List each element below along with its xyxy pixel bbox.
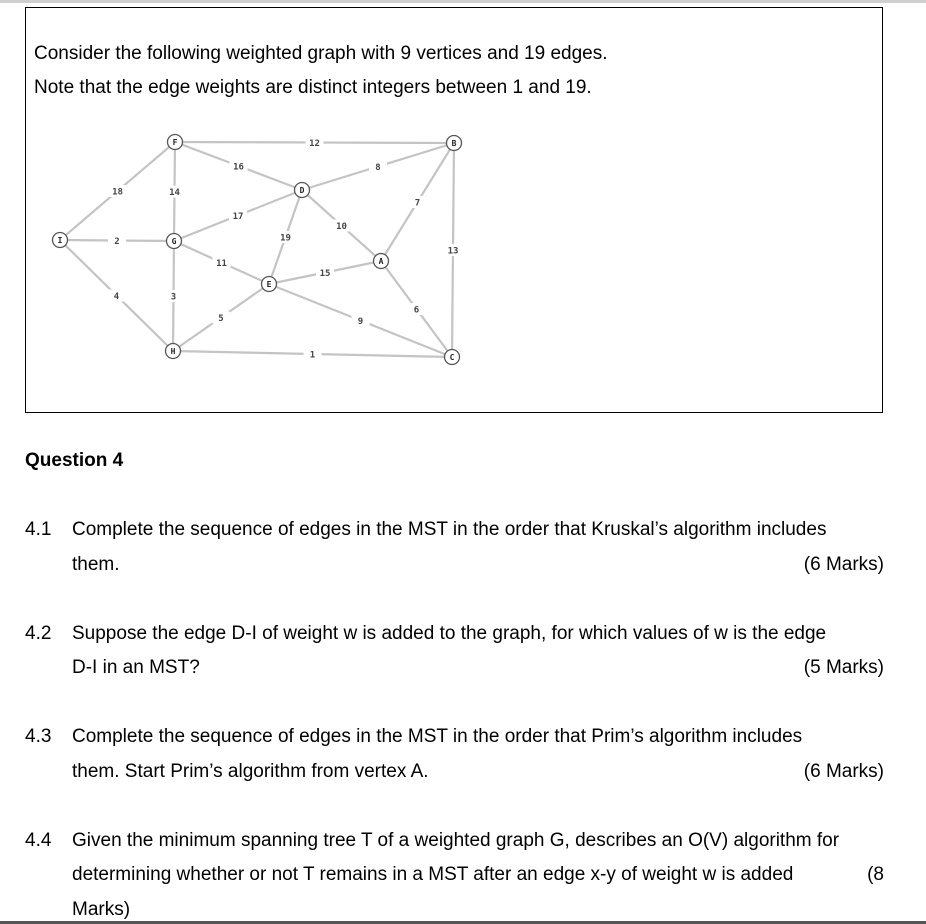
- edge-weight-G-D: 17: [232, 212, 244, 222]
- vertex-label-F: F: [172, 138, 178, 147]
- vertex-label-I: I: [57, 236, 63, 245]
- edge-weight-F-D: 16: [233, 162, 244, 173]
- edge-weight-E-A: 15: [319, 269, 331, 279]
- vertex-label-C: C: [449, 353, 455, 362]
- vertex-label-H: H: [170, 347, 176, 356]
- edge-weight-H-E: 5: [218, 314, 224, 324]
- edge-weight-A-C: 6: [413, 305, 420, 316]
- question-4-3-line-2: them. Start Prim’s algorithm from vertex A.: [72, 761, 429, 782]
- edge-weight-A-B: 7: [414, 198, 421, 209]
- edge-weight-D-E: 19: [280, 233, 291, 244]
- intro-line-2: Note that the edge weights are distinct integers between 1 and 19.: [34, 77, 592, 98]
- question-4-2-line-2: D-I in an MST?: [72, 657, 200, 678]
- vertex-label-E: E: [266, 280, 272, 289]
- edge-weight-F-G: 14: [169, 188, 180, 198]
- edge-weight-E-C: 9: [357, 317, 364, 327]
- vertex-label-B: B: [451, 139, 457, 148]
- intro-line-1: Consider the following weighted graph with 9 vertices and 19 edges.: [34, 43, 608, 64]
- vertex-label-G: G: [171, 237, 177, 246]
- question-4-4-line-1: Given the minimum spanning tree T of a weighted graph G, describes an O(V) algorithm for: [72, 830, 840, 851]
- question-4-3-line-1: Complete the sequence of edges in the MST in the order that Prim’s algorithm includes: [72, 726, 803, 747]
- edge-weight-I-G: 2: [114, 237, 120, 247]
- vertex-label-D: D: [299, 186, 305, 195]
- edge-weight-G-E: 11: [216, 259, 227, 269]
- vertex-label-A: A: [378, 257, 384, 266]
- edge-weight-F-I: 18: [112, 187, 123, 198]
- question-4-2-line-1: Suppose the edge D-I of weight w is added to the graph, for which values of w is the edge: [72, 623, 827, 644]
- edge-weight-H-C: 1: [309, 350, 316, 361]
- edge-weight-G-H: 3: [170, 292, 177, 303]
- question-4-4-line-2: determining whether or not T remains in a MST after an edge x-y of weight w is added: [72, 864, 794, 885]
- edge-weight-B-C: 13: [447, 246, 459, 257]
- question-4-4-line-3: Marks): [72, 899, 131, 920]
- question-heading: Question 4: [25, 450, 124, 471]
- question-4-2-marks: (5 Marks): [803, 657, 884, 678]
- question-4-1-marks: (6 Marks): [803, 554, 884, 575]
- question-4-1-line-2: them.: [72, 554, 120, 575]
- question-4-4-marks: (8: [867, 864, 884, 885]
- weighted-graph: [40, 120, 480, 380]
- question-4-1-line-1: Complete the sequence of edges in the MST in the order that Kruskal’s algorithm includes: [72, 519, 827, 540]
- question-number-4-3: 4.3: [25, 726, 52, 747]
- question-number-4-4: 4.4: [25, 830, 52, 851]
- question-number-4-1: 4.1: [25, 519, 52, 540]
- question-number-4-2: 4.2: [25, 623, 52, 644]
- top-rule: [0, 0, 926, 3]
- question-4-3-marks: (6 Marks): [803, 761, 884, 782]
- edge-weight-D-A: 10: [336, 222, 347, 232]
- edge-weight-F-B: 12: [309, 139, 320, 149]
- edge-weight-D-B: 8: [375, 163, 381, 173]
- edge-weight-I-H: 4: [113, 292, 120, 302]
